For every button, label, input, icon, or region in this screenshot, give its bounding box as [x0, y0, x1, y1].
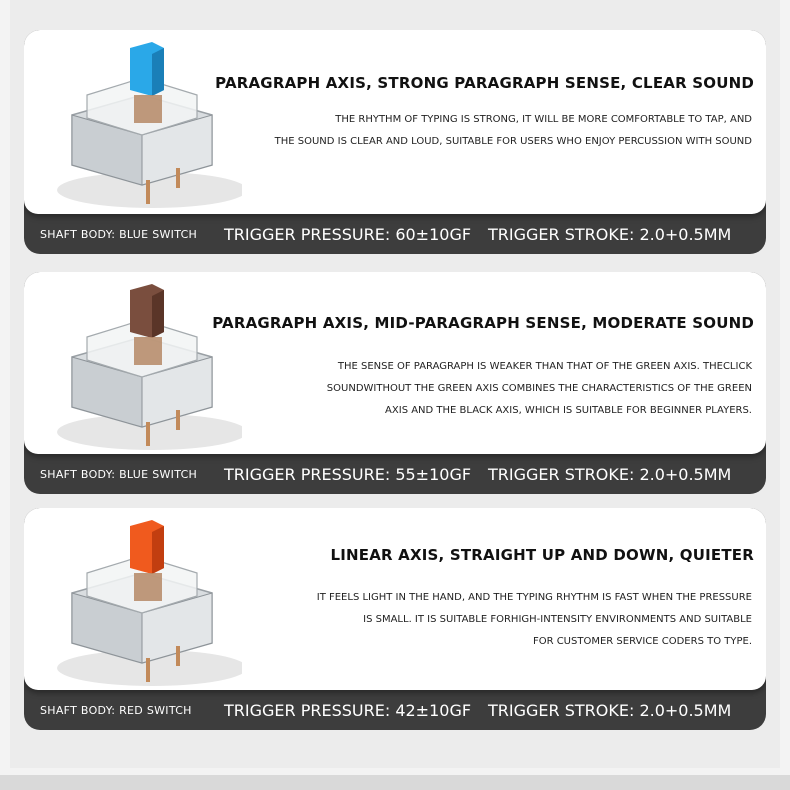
shaft-body-label: SHAFT BODY: BLUE SWITCH: [40, 467, 198, 481]
headline: PARAGRAPH AXIS, MID-PARAGRAPH SENSE, MODERATE SOUND: [212, 314, 754, 332]
spec-bar: [24, 690, 766, 730]
bottom-strip: [0, 775, 790, 790]
trigger-pressure: TRIGGER PRESSURE: 42±10GF: [224, 700, 472, 720]
headline: LINEAR AXIS, STRAIGHT UP AND DOWN, QUIETER: [330, 546, 754, 564]
shaft-body-label: SHAFT BODY: RED SWITCH: [40, 703, 192, 717]
trigger-stroke: TRIGGER STROKE: 2.0+0.5MM: [488, 700, 732, 720]
spec-bar: [24, 214, 766, 254]
switch-card-brown: [24, 272, 766, 494]
switch-card-red: [24, 508, 766, 730]
description: IT FEELS LIGHT IN THE HAND, AND THE TYPING RHYTHM IS FAST WHEN THE PRESSURE IS SMALL. IT IS SUITABLE FORHIGH-INTENSITY ENVIRONMENTS AND SUITABLE FOR CUSTOMER SERVICE CODERS TO TYPE.: [316, 592, 752, 647]
trigger-pressure: TRIGGER PRESSURE: 60±10GF: [224, 224, 472, 244]
shaft-body-label: SHAFT BODY: BLUE SWITCH: [40, 227, 198, 241]
trigger-stroke: TRIGGER STROKE: 2.0+0.5MM: [488, 464, 732, 484]
spec-bar: [24, 454, 766, 494]
description: THE RHYTHM OF TYPING IS STRONG, IT WILL BE MORE COMFORTABLE TO TAP, AND THE SOUND IS CLEAR AND LOUD, SUITABLE FOR USERS WHO ENJOY PERCUSSION WITH SOUND: [274, 114, 752, 147]
switch-card-blue: [24, 30, 766, 254]
description: THE SENSE OF PARAGRAPH IS WEAKER THAN THAT OF THE GREEN AXIS. THECLICK SOUNDWITHOUT THE GREEN AXIS COMBINES THE CHARACTERISTICS OF THE GREEN AXIS AND THE BLACK AXIS, WHICH IS SUITABLE FOR BEGINNER PLAYERS.: [326, 361, 752, 416]
trigger-stroke: TRIGGER STROKE: 2.0+0.5MM: [488, 224, 732, 244]
trigger-pressure: TRIGGER PRESSURE: 55±10GF: [224, 464, 472, 484]
headline: PARAGRAPH AXIS, STRONG PARAGRAPH SENSE, CLEAR SOUND: [215, 74, 754, 92]
